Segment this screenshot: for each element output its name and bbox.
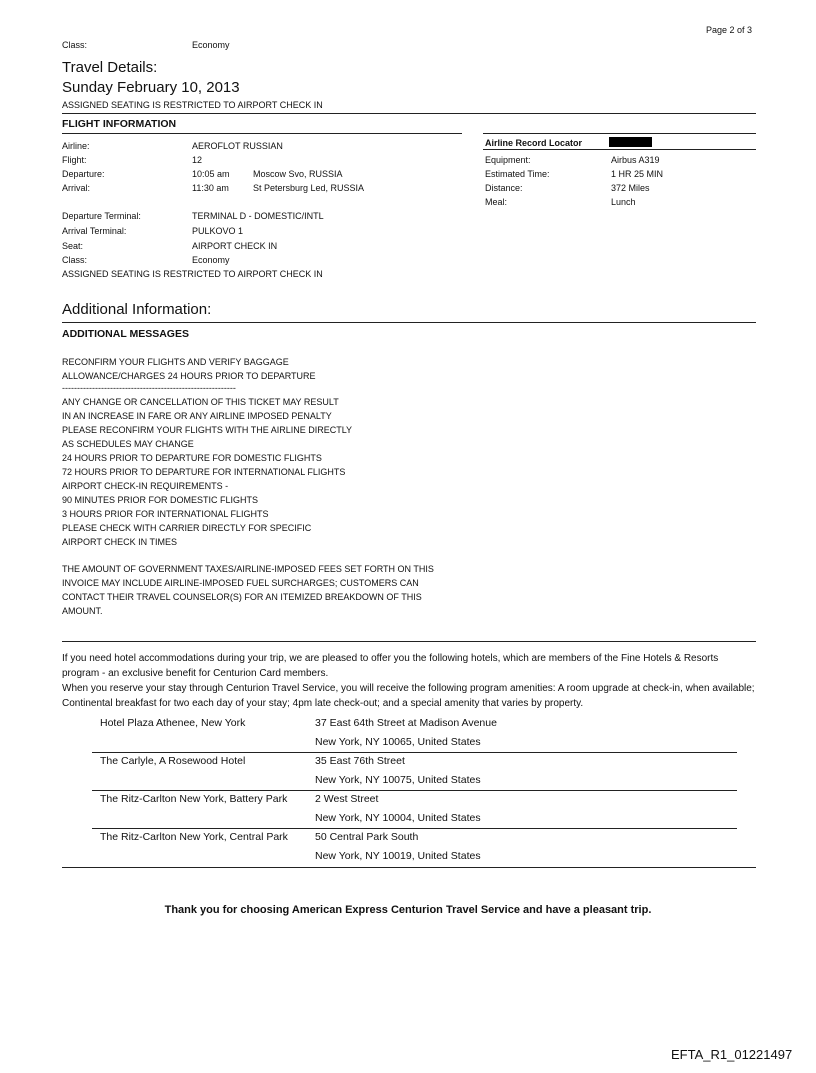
flight-label: Flight: <box>62 155 87 165</box>
divider <box>62 113 756 114</box>
dep-terminal-value: TERMINAL D - DOMESTIC/INTL <box>192 211 324 221</box>
class-label: Class: <box>62 40 88 50</box>
equipment-label: Equipment: <box>485 155 531 165</box>
document-id: EFTA_R1_01221497 <box>671 1047 793 1062</box>
message-block-1: RECONFIRM YOUR FLIGHTS AND VERIFY BAGGAGE ALLOWANCE/CHARGES 24 HOURS PRIOR TO DEPARTURE <box>62 357 316 381</box>
arrival-time: 11:30 am <box>192 183 229 193</box>
hotel-address-line1: 35 East 76th Street <box>315 755 405 767</box>
divider <box>92 752 737 753</box>
distance-label: Distance: <box>485 183 523 193</box>
hotel-address-line2: New York, NY 10019, United States <box>315 850 481 862</box>
airline-label: Airline: <box>62 141 90 151</box>
seat-value: AIRPORT CHECK IN <box>192 241 278 251</box>
equipment-value: Airbus A319 <box>611 155 660 165</box>
hotel-name: The Ritz-Carlton New York, Battery Park <box>100 793 288 805</box>
hotel-address-line2: New York, NY 10075, United States <box>315 774 481 786</box>
departure-label: Departure: <box>62 169 105 179</box>
flight-value: 12 <box>192 155 203 165</box>
seating-note: ASSIGNED SEATING IS RESTRICTED TO AIRPORT CHECK IN <box>62 269 323 279</box>
page-number: Page 2 of 3 <box>706 25 753 35</box>
class-label-2: Class: <box>62 255 88 265</box>
arr-terminal-label: Arrival Terminal: <box>62 226 127 236</box>
message-block-3: THE AMOUNT OF GOVERNMENT TAXES/AIRLINE-IMPOSED FEES SET FORTH ON THIS INVOICE MAY INCLUDE AIRLINE-IMPOSED FUEL SURCHARGES; CUSTOMERS CAN CONTACT THEIR TRAVEL COUNSELOR(S) FOR AN ITEMIZED BREAKDOWN OF THIS AMOUNT. <box>62 564 434 616</box>
hotel-name: The Carlyle, A Rosewood Hotel <box>100 755 246 767</box>
hotel-name: Hotel Plaza Athenee, New York <box>100 717 246 729</box>
closing-message: Thank you for choosing American Express Centurion Travel Service and have a pleasant trip. <box>164 904 652 916</box>
estimated-time-value: 1 HR 25 MIN <box>611 169 664 179</box>
arr-terminal-value: PULKOVO 1 <box>192 226 244 236</box>
arrival-label: Arrival: <box>62 183 91 193</box>
departure-place: Moscow Svo, RUSSIA <box>253 169 343 179</box>
dep-terminal-label: Departure Terminal: <box>62 211 141 221</box>
divider <box>92 828 737 829</box>
travel-details-heading: Travel Details: <box>62 59 158 76</box>
hotel-address-line1: 50 Central Park South <box>315 831 419 843</box>
travel-date: Sunday February 10, 2013 <box>62 79 240 96</box>
meal-label: Meal: <box>485 197 508 207</box>
divider <box>62 641 756 642</box>
divider <box>62 867 756 868</box>
divider <box>92 790 737 791</box>
additional-messages-title: ADDITIONAL MESSAGES <box>62 328 189 340</box>
hotel-name: The Ritz-Carlton New York, Central Park <box>100 831 288 843</box>
departure-time: 10:05 am <box>192 169 230 179</box>
hotel-address-line2: New York, NY 10065, United States <box>315 736 481 748</box>
hotel-address-line1: 2 West Street <box>315 793 379 805</box>
divider <box>62 133 462 134</box>
message-block-2: ---------------------------------------------------------- ANY CHANGE OR CANCELLATION OF THIS TICKET MAY RESULT IN AN INCREASE IN FARE OR ANY AIRLINE IMPOSED PENALTY PLEASE RECONFIRM YOUR FLIGHTS WITH THE AIRLINE DIRECTLY AS SCHEDULES MAY CHANGE 24 HOURS PRIOR TO DEPARTURE FOR DOMESTIC FLIGHTS 72 HOURS PRIOR TO DEPARTURE FOR INTERNATIONAL FLIGHTS AIRPORT CHECK-IN REQUIREMENTS - 90 MINUTES PRIOR FOR DOMESTIC FLIGHTS 3 HOURS PRIOR FOR INTERNATIONAL FLIGHTS PLEASE CHECK WITH CARRIER DIRECTLY FOR SPECIFIC AIRPORT CHECK IN TIMES <box>62 383 353 547</box>
additional-info-heading: Additional Information: <box>62 301 212 318</box>
seating-note-top: ASSIGNED SEATING IS RESTRICTED TO AIRPORT CHECK IN <box>62 100 323 110</box>
airline-value: AEROFLOT RUSSIAN <box>192 141 283 151</box>
divider <box>483 149 756 150</box>
hotel-intro: If you need hotel accommodations during your trip, we are pleased to offer you the following hotels, which are members of the Fine Hotels & Resorts program - an exclusive benefit for Centurion Card members. When you reserve your stay through Centurion Travel Service, you will receive the following program amenities: A room upgrade at check-in, when available; Continental breakfast for two each day of your stay; 4pm late check-out; and a special amenity that varies by property. <box>62 653 755 709</box>
arrival-place: St Petersburg Led, RUSSIA <box>253 183 365 193</box>
hotel-address-line2: New York, NY 10004, United States <box>315 812 481 824</box>
class-value-2: Economy <box>192 255 230 265</box>
flight-info-title: FLIGHT INFORMATION <box>62 118 177 130</box>
redaction-block <box>609 137 652 147</box>
estimated-time-label: Estimated Time: <box>485 169 550 179</box>
distance-value: 372 Miles <box>611 183 650 193</box>
class-value: Economy <box>192 40 230 50</box>
record-locator-label: Airline Record Locator <box>485 138 583 148</box>
divider <box>62 322 756 323</box>
meal-value: Lunch <box>611 197 636 207</box>
seat-label: Seat: <box>62 241 84 251</box>
hotel-address-line1: 37 East 64th Street at Madison Avenue <box>315 717 497 729</box>
divider <box>483 133 756 134</box>
